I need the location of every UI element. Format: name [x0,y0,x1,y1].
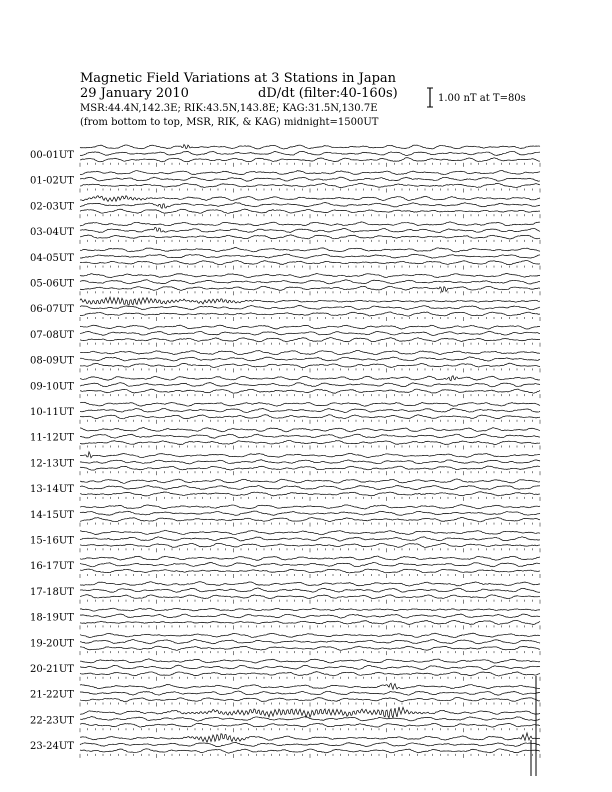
hour-label: 02-03UT [30,201,74,213]
trace-MSR [80,569,540,573]
trace-RIK [80,357,540,361]
trace-MSR [80,440,540,444]
hour-label: 03-04UT [30,227,74,239]
hour-label: 05-06UT [30,278,74,290]
trace-RIK [80,177,540,181]
trace-RIK [80,742,540,746]
trace-KAG [80,452,540,458]
trace-KAG [80,733,540,742]
hour-row [30,171,540,193]
hour-label: 15-16UT [30,535,74,547]
hour-row [30,707,540,732]
trace-KAG [80,325,540,329]
trace-MSR [80,723,540,727]
chart-title: Magnetic Field Variations at 3 Stations in Japan [80,71,397,86]
hour-row [30,659,540,681]
hour-row [30,273,540,295]
hour-row [30,325,540,347]
trace-KAG [80,505,540,509]
trace-RIK [80,537,540,541]
hour-label: 18-19UT [30,612,74,624]
trace-RIK [80,588,540,592]
trace-RIK [80,151,540,155]
trace-MSR [80,415,540,419]
trace-MSR [80,312,540,316]
trace-MSR [80,492,540,496]
trace-MSR [80,466,540,470]
trace-KAG [80,707,540,718]
hour-row [30,505,540,527]
hour-label: 14-15UT [30,509,74,521]
trace-KAG [80,196,540,202]
trace-KAG [80,556,540,560]
trace-MSR [80,209,540,213]
trace-RIK [80,305,540,309]
hour-label: 04-05UT [30,252,74,264]
hour-row [30,733,540,758]
hour-row [30,556,540,578]
hour-row [30,633,540,655]
trace-MSR [80,235,540,239]
trace-RIK [80,640,540,644]
trace-KAG [80,427,540,431]
trace-RIK [80,434,540,438]
hour-row [30,582,540,604]
hour-label: 07-08UT [30,329,74,341]
trace-KAG [80,582,540,586]
hour-label: 13-14UT [30,484,74,496]
trace-MSR [80,286,540,292]
trace-RIK [80,203,540,209]
trace-KAG [80,171,540,175]
hour-label: 23-24UT [30,741,74,753]
trace-MSR [80,517,540,521]
hour-row [30,530,540,552]
hour-label: 09-10UT [30,381,74,393]
trace-MSR [80,595,540,599]
trace-KAG [80,402,540,406]
trace-order-note: (from bottom to top, MSR, RIK, & KAG) midnight=1500UT [80,117,379,128]
trace-RIK [80,280,540,284]
hour-label: 16-17UT [30,561,74,573]
hour-label: 19-20UT [30,638,74,650]
trace-MSR [80,183,540,188]
trace-KAG [80,376,540,381]
trace-RIK [80,331,540,335]
hour-label: 06-07UT [30,304,74,316]
trace-KAG [80,222,540,226]
hour-row [30,144,540,166]
trace-RIK [80,254,540,258]
hour-row [30,297,540,321]
hour-label: 00-01UT [30,150,74,161]
hour-label: 08-09UT [30,355,74,367]
trace-MSR [80,646,540,650]
trace-KAG [80,530,540,535]
trace-MSR [80,260,540,264]
scale-bar-label: 1.00 nT at T=80s [438,93,526,104]
trace-MSR [80,389,540,393]
trace-KAG [80,248,540,252]
chart-date: 29 January 2010 [80,86,189,101]
trace-KAG [80,608,540,611]
hour-label: 17-18UT [30,586,74,598]
trace-RIK [80,562,540,566]
hour-row [30,479,540,501]
trace-RIK [80,691,540,695]
trace-KAG [80,350,540,354]
trace-KAG [80,144,540,149]
hour-row [30,376,540,398]
hour-row [30,427,540,449]
trace-RIK [80,227,540,232]
hour-label: 12-13UT [30,458,74,470]
trace-RIK [80,614,540,618]
hour-label: 21-22UT [30,689,74,701]
hour-label: 11-12UT [30,432,74,444]
trace-RIK [80,485,540,489]
hour-row [30,196,540,219]
trace-RIK [80,383,540,387]
trace-MSR [80,158,540,162]
trace-MSR [80,697,540,701]
hour-label: 22-23UT [30,715,74,727]
hour-row [30,452,540,475]
trace-KAG [80,683,540,689]
trace-MSR [80,543,540,547]
trace-MSR [80,749,540,753]
hour-row [30,248,540,270]
trace-KAG [80,479,540,483]
hour-row [30,402,540,424]
trace-KAG [80,633,540,637]
hour-row [30,683,540,706]
trace-RIK [80,460,540,464]
trace-RIK [80,408,540,412]
hour-label: 10-11UT [30,407,74,418]
trace-KAG [80,659,540,663]
hour-label: 01-02UT [30,175,74,187]
station-coordinates: MSR:44.4N,142.3E; RIK:43.5N,143.8E; KAG:31.5N,130.7E [80,103,378,114]
hour-row [30,350,540,372]
hour-row [30,608,540,629]
trace-MSR [80,338,540,342]
trace-KAG [80,273,540,277]
chart-quantity: dD/dt (filter:40-160s) [258,86,398,101]
hour-label: 20-21UT [30,664,74,675]
trace-MSR [80,363,540,367]
trace-MSR [80,672,540,676]
trace-MSR [80,620,540,624]
trace-RIK [80,665,540,669]
hour-row [30,222,540,244]
trace-KAG [80,297,540,305]
trace-RIK [80,511,540,515]
